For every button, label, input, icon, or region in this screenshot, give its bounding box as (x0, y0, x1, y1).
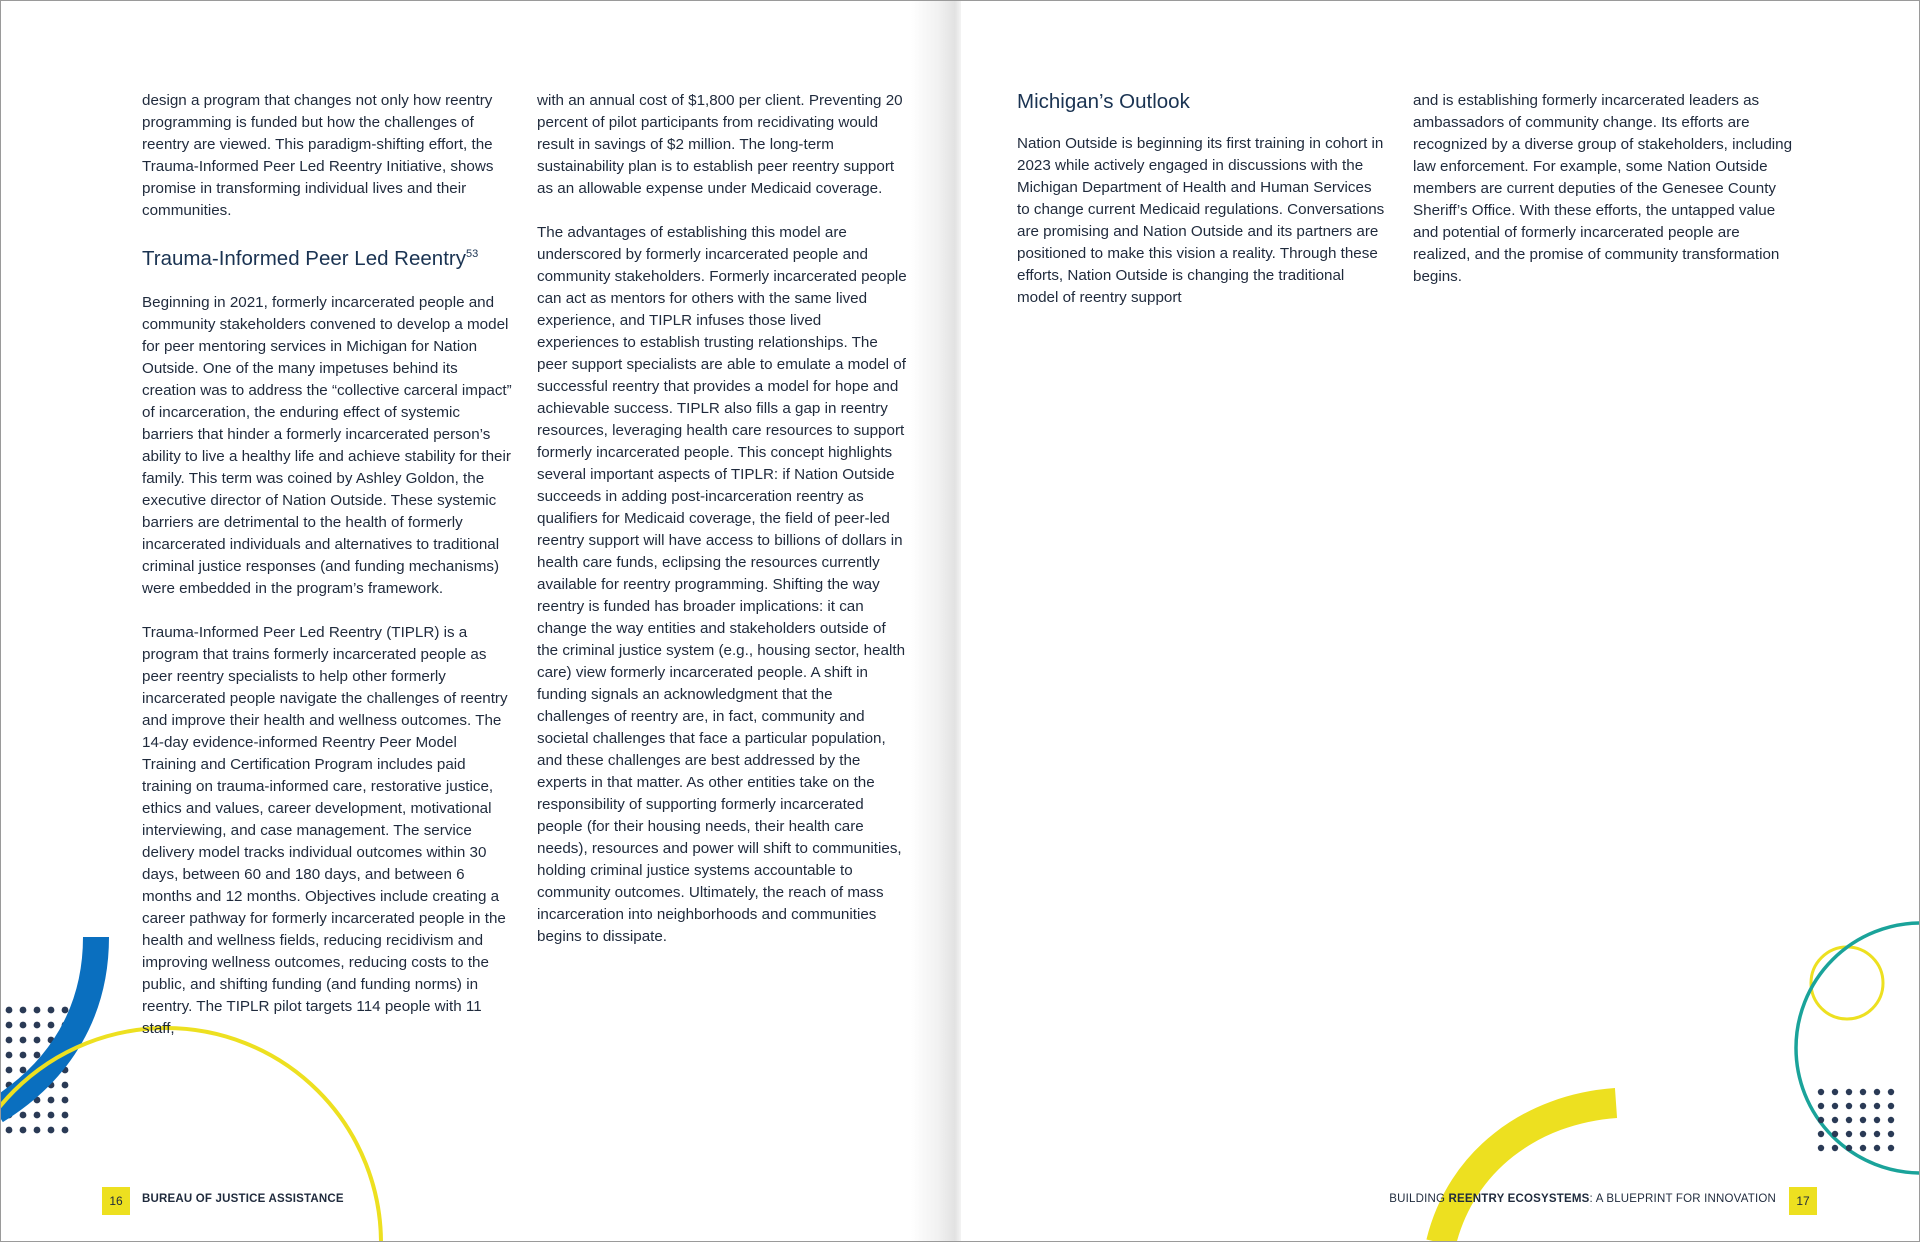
body-paragraph: The advantages of establishing this model are underscored by formerly incarcerated people and community stakeholders. Formerly incarcerated people can act as mentors for others with the same lived experience, and TIPLR infuses those lived experiences to establish trusting relationships. The peer support specialists are able to emulate a model of successful reentry that provides a model for hope and achievable success. TIPLR also fills a gap in reentry resources, leveraging health care resources to support formerly incarcerated people. This concept highlights several important aspects of TIPLR: if Nation Outside succeeds in adding post-incarceration reentry as qualifiers for Medicaid coverage, the field of peer-led reentry support will have access to billions of dollars in health care funds, eclipsing the resources currently available for reentry programming. Shifting the way reentry is funded has broader implications: it can change the way entities and stakeholders outside of the criminal justice system (e.g., housing sector, health care) view formerly incarcerated people. A shift in funding signals an acknowledgment that the challenges of reentry are, in fact, community and societal challenges that face a particular population, and these challenges are best addressed by the experts in that matter. As other entities take on the responsibility of supporting formerly incarcerated people (for their housing needs, their health care needs), resources and power will shift to communities, holding criminal justice systems accountable to community outcomes. Ultimately, the reach of mass incarceration into neighborhoods and communities begins to dissipate. (537, 224, 907, 945)
body-paragraph: Trauma-Informed Peer Led Reentry (TIPLR) is a program that trains formerly incarcerated people as peer reentry specialists to help other formerly incarcerated people navigate the challenges of reentry and improve their health and wellness outcomes. The 14-day evidence-informed Reentry Peer Model Training and Certification Program includes paid training on trauma-informed care, restorative justice, ethics and values, career development, motivational interviewing, and case management. The service delivery model tracks individual outcomes within 30 days, between 60 and 180 days, and between 6 months and 12 months. Objectives include creating a career pathway for formerly incarcerated people in the health and wellness fields, reducing recidivism and improving wellness outcomes, reducing costs to the public, and shifting funding (and funding norms) in reentry. The TIPLR pilot targets 114 people with 11 staff, (142, 624, 508, 1037)
yellow-arc-right (1441, 1103, 1616, 1242)
dot-grid-right (1818, 1089, 1894, 1151)
page-number-right: 17 (1789, 1187, 1817, 1215)
teal-ring-right (1796, 923, 1920, 1173)
footer-prefix: BUILDING (1389, 1193, 1449, 1205)
section-heading-michigan: Michigan’s Outlook (1017, 90, 1190, 113)
footer-label-right (1389, 1193, 1776, 1205)
section-heading-tiplr (142, 244, 512, 274)
right-column-2 (1413, 90, 1793, 310)
left-column-1 (142, 90, 512, 1062)
page-gutter (911, 1, 961, 1241)
heading-text: Trauma-Informed Peer Led Reentry (142, 247, 466, 270)
body-paragraph: Beginning in 2021, formerly incarcerated people and community stakeholders convened to develop a model for peer mentoring services in Michigan for Nation Outside. One of the many impetuses behind its creation was to address the “collective carceral impact” of incarceration, the enduring effect of systemic barriers that hinder a formerly incarcerated person’s ability to live a healthy life and achieve stability for their family. This term was coined by Ashley Goldon, the executive director of Nation Outside. These systemic barriers are detrimental to the health of formerly incarcerated individuals and alternatives to traditional criminal justice responses (and funding mechanisms) were embedded in the program’s framework. (142, 294, 512, 597)
body-paragraph: Nation Outside is beginning its first training in cohort in 2023 while actively engaged in discussions with the Michigan Department of Health and Human Services to change current Medicaid regulations. Conversations are promising and Nation Outside and its partners are positioned to make this vision a reality. Through these efforts, Nation Outside is changing the traditional model of reentry support (1017, 135, 1385, 306)
body-paragraph: and is establishing formerly incarcerated leaders as ambassadors of community change. Its efforts are recognized by a diverse group of stakeholders, including law enforcement. For example, some Nation Outside members are current deputies of the Genesee County Sheriff’s Office. With these efforts, the untapped value and potential of formerly incarcerated people are realized, and the promise of community transformation begins. (1413, 92, 1793, 285)
page-number-left: 16 (102, 1187, 130, 1215)
right-column-1 (1017, 87, 1387, 331)
footer-label-left: BUREAU OF JUSTICE ASSISTANCE (142, 1193, 344, 1205)
intro-paragraph: design a program that changes not only how reentry programming is funded but how the challenges of reentry are viewed. This paradigm-shifting effort, the Trauma-Informed Peer Led Reentry Initiative, shows promise in transforming individual lives and their communities. (142, 92, 494, 219)
footer-suffix: : A BLUEPRINT FOR INNOVATION (1589, 1193, 1776, 1205)
footer-bold: REENTRY ECOSYSTEMS (1448, 1193, 1590, 1205)
body-paragraph: with an annual cost of $1,800 per client. Preventing 20 percent of pilot participants from recidivating would result in savings of $2 million. The long-term sustainability plan is to establish peer reentry support as an allowable expense under Medicaid coverage. (537, 92, 903, 197)
left-column-2 (537, 90, 907, 970)
yellow-ring-right (1811, 947, 1883, 1019)
footnote-ref: 53 (465, 248, 479, 261)
